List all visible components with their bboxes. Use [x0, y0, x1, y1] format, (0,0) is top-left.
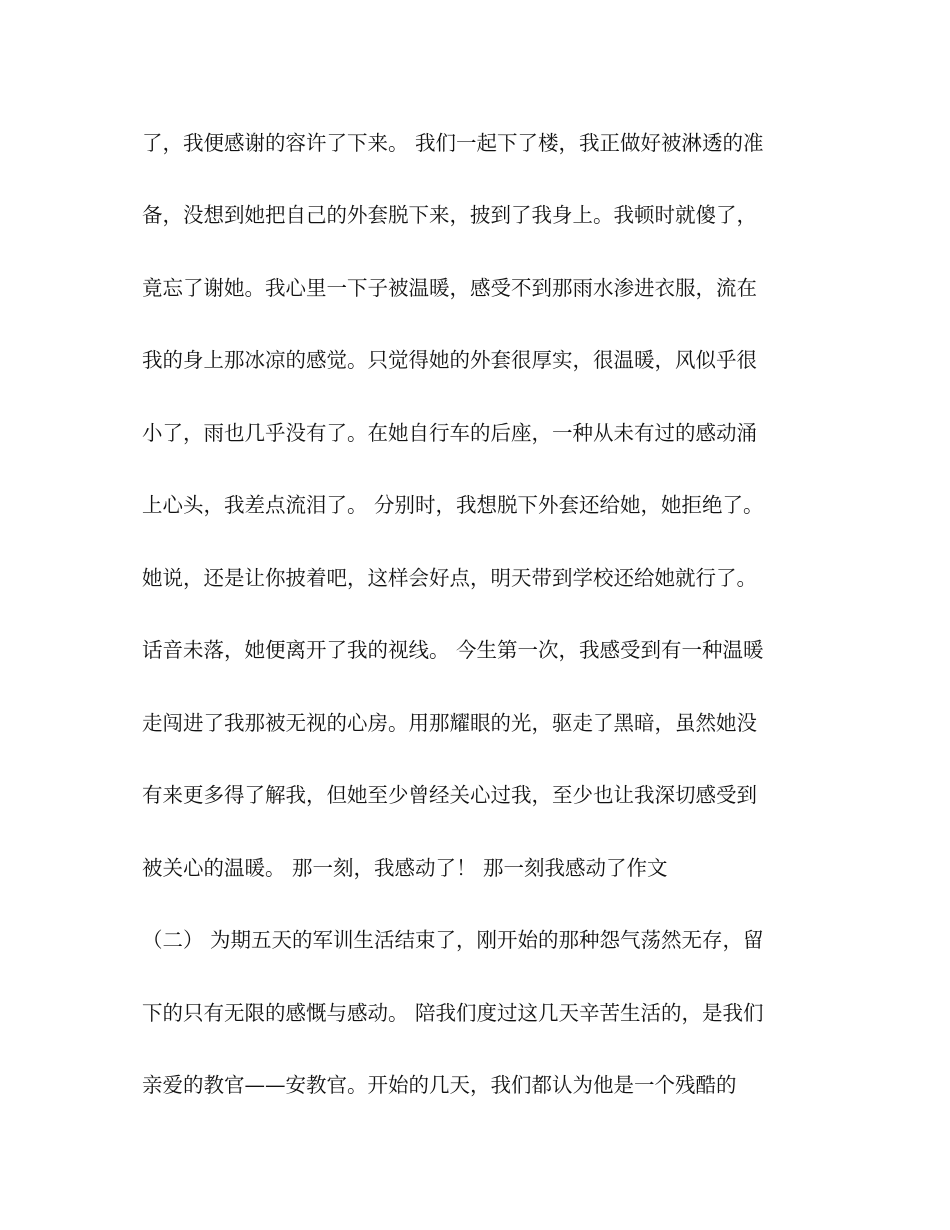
paragraph-line: 小了，雨也几乎没有了。在她自行车的后座，一种从未有过的感动涌	[142, 421, 757, 445]
paragraph-line: 竟忘了谢她。我心里一下子被温暖，感受不到那雨水渗进衣服，流在	[142, 276, 757, 300]
paragraph-line: 亲爱的教官——安教官。开始的几天，我们都认为他是一个残酷的	[142, 1073, 737, 1097]
paragraph-line: 有来更多得了解我，但她至少曾经关心过我，至少也让我深切感受到	[142, 783, 757, 807]
paragraph-line: 我的身上那冰凉的感觉。只觉得她的外套很厚实，很温暖，风似乎很	[142, 348, 757, 372]
paragraph-line: 上心头，我差点流泪了。 分别时，我想脱下外套还给她，她拒绝了。	[142, 493, 764, 517]
paragraph-line: 备，没想到她把自己的外套脱下来，披到了我身上。我顿时就傻了，	[142, 203, 757, 227]
paragraph-line: （二） 为期五天的军训生活结束了，刚开始的那种怨气荡然无存，留	[142, 928, 764, 952]
paragraph-line: 了，我便感谢的容许了下来。 我们一起下了楼，我正做好被淋透的准	[142, 131, 764, 155]
paragraph-line: 话音未落，她便离开了我的视线。 今生第一次，我感受到有一种温暖	[142, 638, 764, 662]
paragraph-line: 她说，还是让你披着吧，这样会好点，明天带到学校还给她就行了。	[142, 566, 757, 590]
paragraph-line: 走闯进了我那被无视的心房。用那耀眼的光，驱走了黑暗，虽然她没	[142, 711, 757, 735]
paragraph-line: 被关心的温暖。 那一刻，我感动了！ 那一刻我感动了作文	[142, 856, 668, 880]
paragraph-line: 下的只有无限的感慨与感动。 陪我们度过这几天辛苦生活的，是我们	[142, 1001, 764, 1025]
